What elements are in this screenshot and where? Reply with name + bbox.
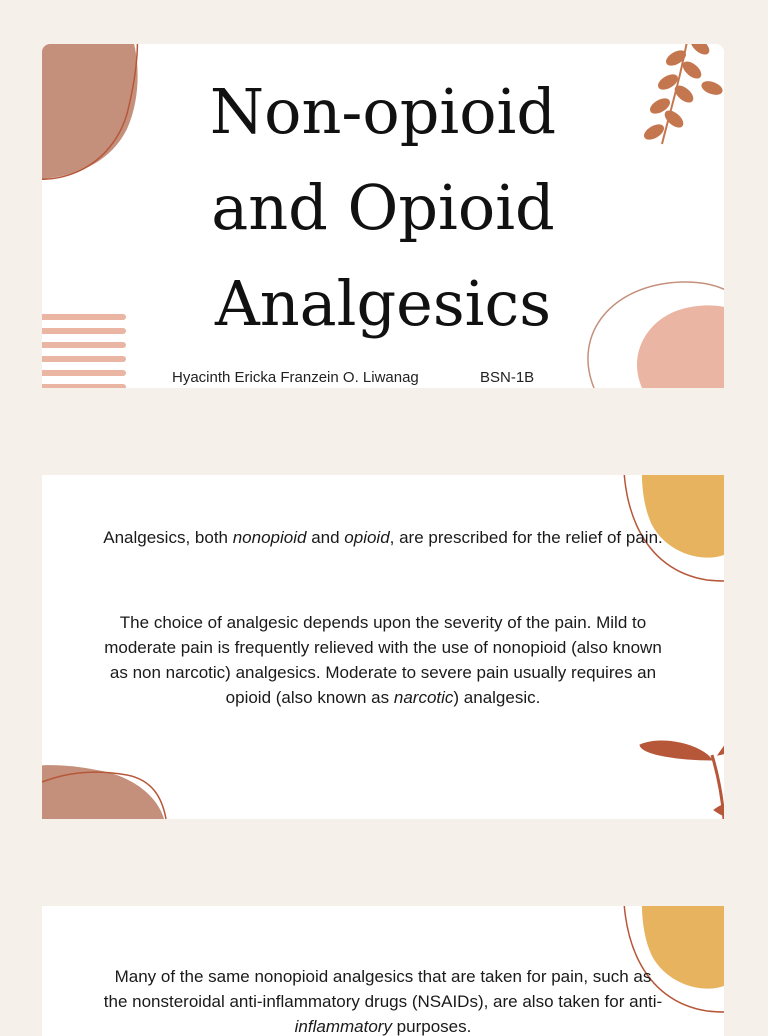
para2-text-1: The choice of analgesic depends upon the severity of the pain. Mild to moderate pain is frequently relieved with the use of nonopioid (also known as non narcotic) analgesics. Moderate to severe pain usually requires an opioid (also known as — [104, 613, 662, 707]
page-gap — [0, 819, 768, 863]
para1-text-2: and — [306, 528, 345, 547]
plant-icon — [640, 697, 724, 819]
mocha-blob — [42, 765, 164, 819]
title-line-2: and Opioid — [211, 171, 555, 244]
content-page-2 — [42, 906, 724, 1036]
title-line-3: Analgesics — [214, 267, 552, 340]
intro-paragraph — [102, 525, 664, 550]
para1-emphasis-2: opioid — [344, 528, 390, 547]
para3-text-1: Many of the same nonopioid analgesics that are taken for pain, such as the nonsteroidal anti-inflammatory drugs (NSAIDs), are also taken for anti- — [103, 967, 663, 1011]
para3-emphasis-1: inflammatory — [294, 1017, 392, 1036]
para2-text-2: ) analgesic. — [453, 688, 541, 707]
author-name: Hyacinth Ericka Franzein O. Liwanag — [172, 369, 419, 386]
class-section: BSN-1B — [480, 369, 535, 386]
nsaid-paragraph — [102, 964, 664, 1036]
page-title — [42, 64, 724, 352]
para2-emphasis-1: narcotic — [393, 688, 454, 707]
para1-text-1: Analgesics, both — [103, 528, 233, 547]
title-line-1: Non-opioid — [209, 75, 557, 148]
para1-text-3: , are prescribed for the relief of pain. — [389, 528, 663, 547]
page-gap — [0, 388, 768, 432]
title-page — [42, 44, 724, 388]
choice-paragraph — [102, 610, 664, 710]
para1-emphasis-1: nonopioid — [232, 528, 307, 547]
para3-text-2: purposes. — [391, 1017, 472, 1036]
content-page — [42, 475, 724, 819]
